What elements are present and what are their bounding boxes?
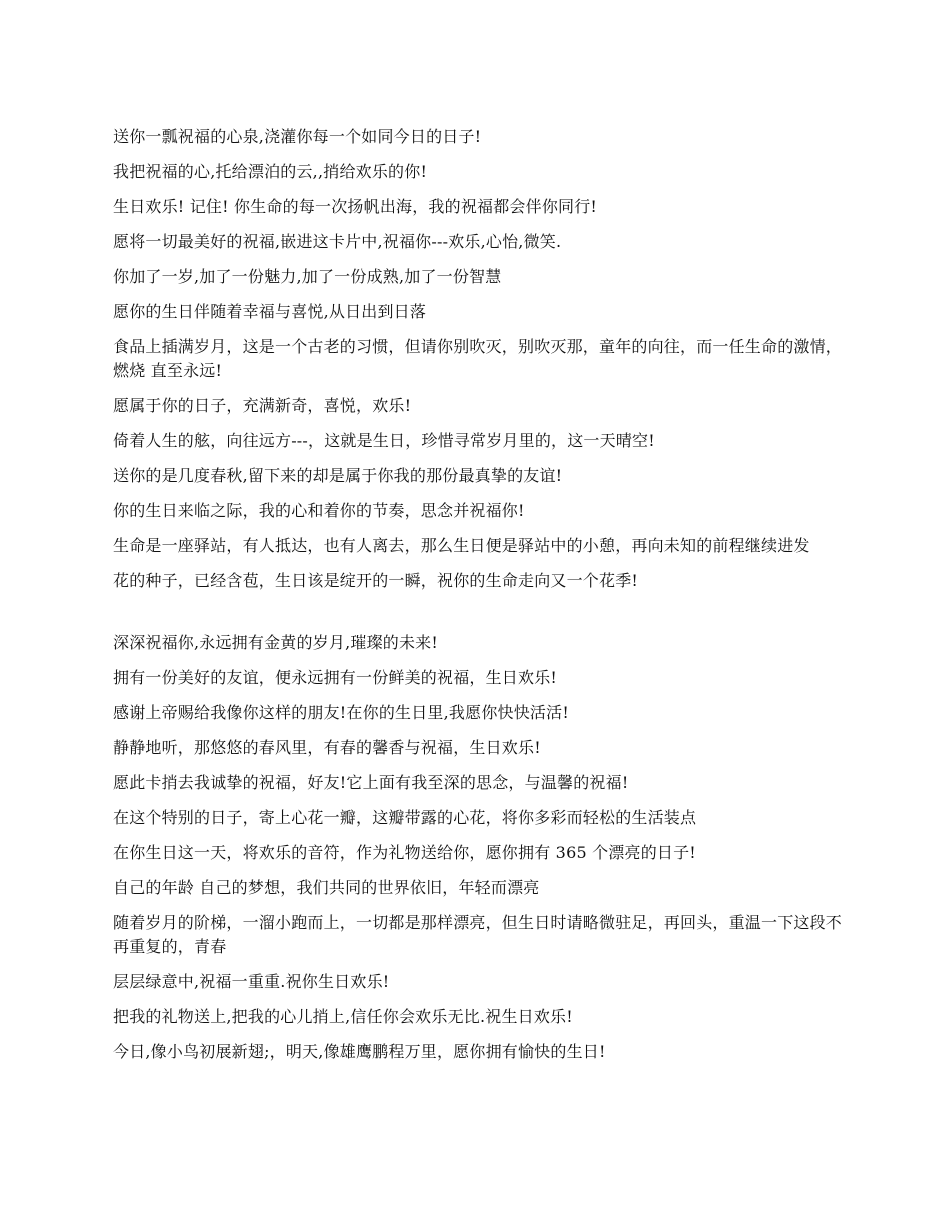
paragraph: 你的生日来临之际，我的心和着你的节奏，思念并祝福你!	[113, 501, 525, 520]
document-body	[113, 125, 843, 1075]
paragraph: 拥有一份美好的友谊，便永远拥有一份鲜美的祝福，生日欢乐!	[113, 668, 558, 687]
greetings-section-1	[113, 125, 843, 593]
paragraph: 在你生日这一天，将欢乐的音符，作为礼物送给你，愿你拥有 365 个漂亮的日子!	[113, 843, 696, 862]
paragraph: 生命是一座驿站，有人抵达，也有人离去，那么生日便是驿站中的小憩，再向未知的前程继续进发	[113, 536, 810, 555]
paragraph: 你加了一岁,加了一份魅力,加了一份成熟,加了一份智慧	[113, 267, 502, 286]
paragraph: 深深祝福你,永远拥有金黄的岁月,璀璨的未来!	[113, 633, 439, 652]
paragraph: 我把祝福的心,托给漂泊的云,,捎给欢乐的你!	[113, 162, 428, 181]
paragraph: 愿你的生日伴随着幸福与喜悦,从日出到日落	[113, 302, 427, 321]
paragraph: 在这个特别的日子，寄上心花一瓣，这瓣带露的心花，将你多彩而轻松的生活装点	[113, 808, 697, 827]
greetings-section-2	[113, 631, 843, 1064]
paragraph: 愿属于你的日子，充满新奇，喜悦，欢乐!	[113, 396, 412, 415]
paragraph: 层层绿意中,祝福一重重.祝你生日欢乐!	[113, 972, 390, 991]
paragraph: 食品上插满岁月，这是一个古老的习惯，但请你别吹灭，别吹灭那，童年的向往，而一任生命的激情，燃烧 直至永远!	[113, 337, 843, 380]
paragraph: 今日,像小鸟初展新翅;，明天,像雄鹰鹏程万里，愿你拥有愉快的生日!	[113, 1042, 606, 1061]
paragraph: 静静地听，那悠悠的春风里，有春的馨香与祝福，生日欢乐!	[113, 738, 541, 757]
paragraph: 生日欢乐! 记住! 你生命的每一次扬帆出海，我的祝福都会伴你同行!	[113, 197, 598, 216]
paragraph: 感谢上帝赐给我像你这样的朋友!在你的生日里,我愿你快快活活!	[113, 703, 569, 722]
paragraph: 送你一瓢祝福的心泉,浇灌你每一个如同今日的日子!	[113, 127, 482, 146]
paragraph: 愿将一切最美好的祝福,嵌进这卡片中,祝福你---欢乐,心怡,微笑.	[113, 232, 562, 251]
paragraph: 花的种子，已经含苞，生日该是绽开的一瞬，祝你的生命走向又一个花季!	[113, 571, 639, 590]
paragraph: 把我的礼物送上,把我的心儿捎上,信任你会欢乐无比.祝生日欢乐!	[113, 1007, 573, 1026]
paragraph: 随着岁月的阶梯，一溜小跑而上，一切都是那样漂亮，但生日时请略微驻足，再回头，重温一下这段不再重复的，青春	[113, 913, 843, 956]
paragraph: 愿此卡捎去我诚挚的祝福，好友!它上面有我至深的思念，与温馨的祝福!	[113, 773, 629, 792]
paragraph: 倚着人生的舷，向往远方---，这就是生日，珍惜寻常岁月里的，这一天晴空!	[113, 431, 655, 450]
paragraph: 自己的年龄 自己的梦想，我们共同的世界依旧，年轻而漂亮	[113, 878, 540, 897]
paragraph: 送你的是几度春秋,留下来的却是属于你我的那份最真挚的友谊!	[113, 466, 563, 485]
